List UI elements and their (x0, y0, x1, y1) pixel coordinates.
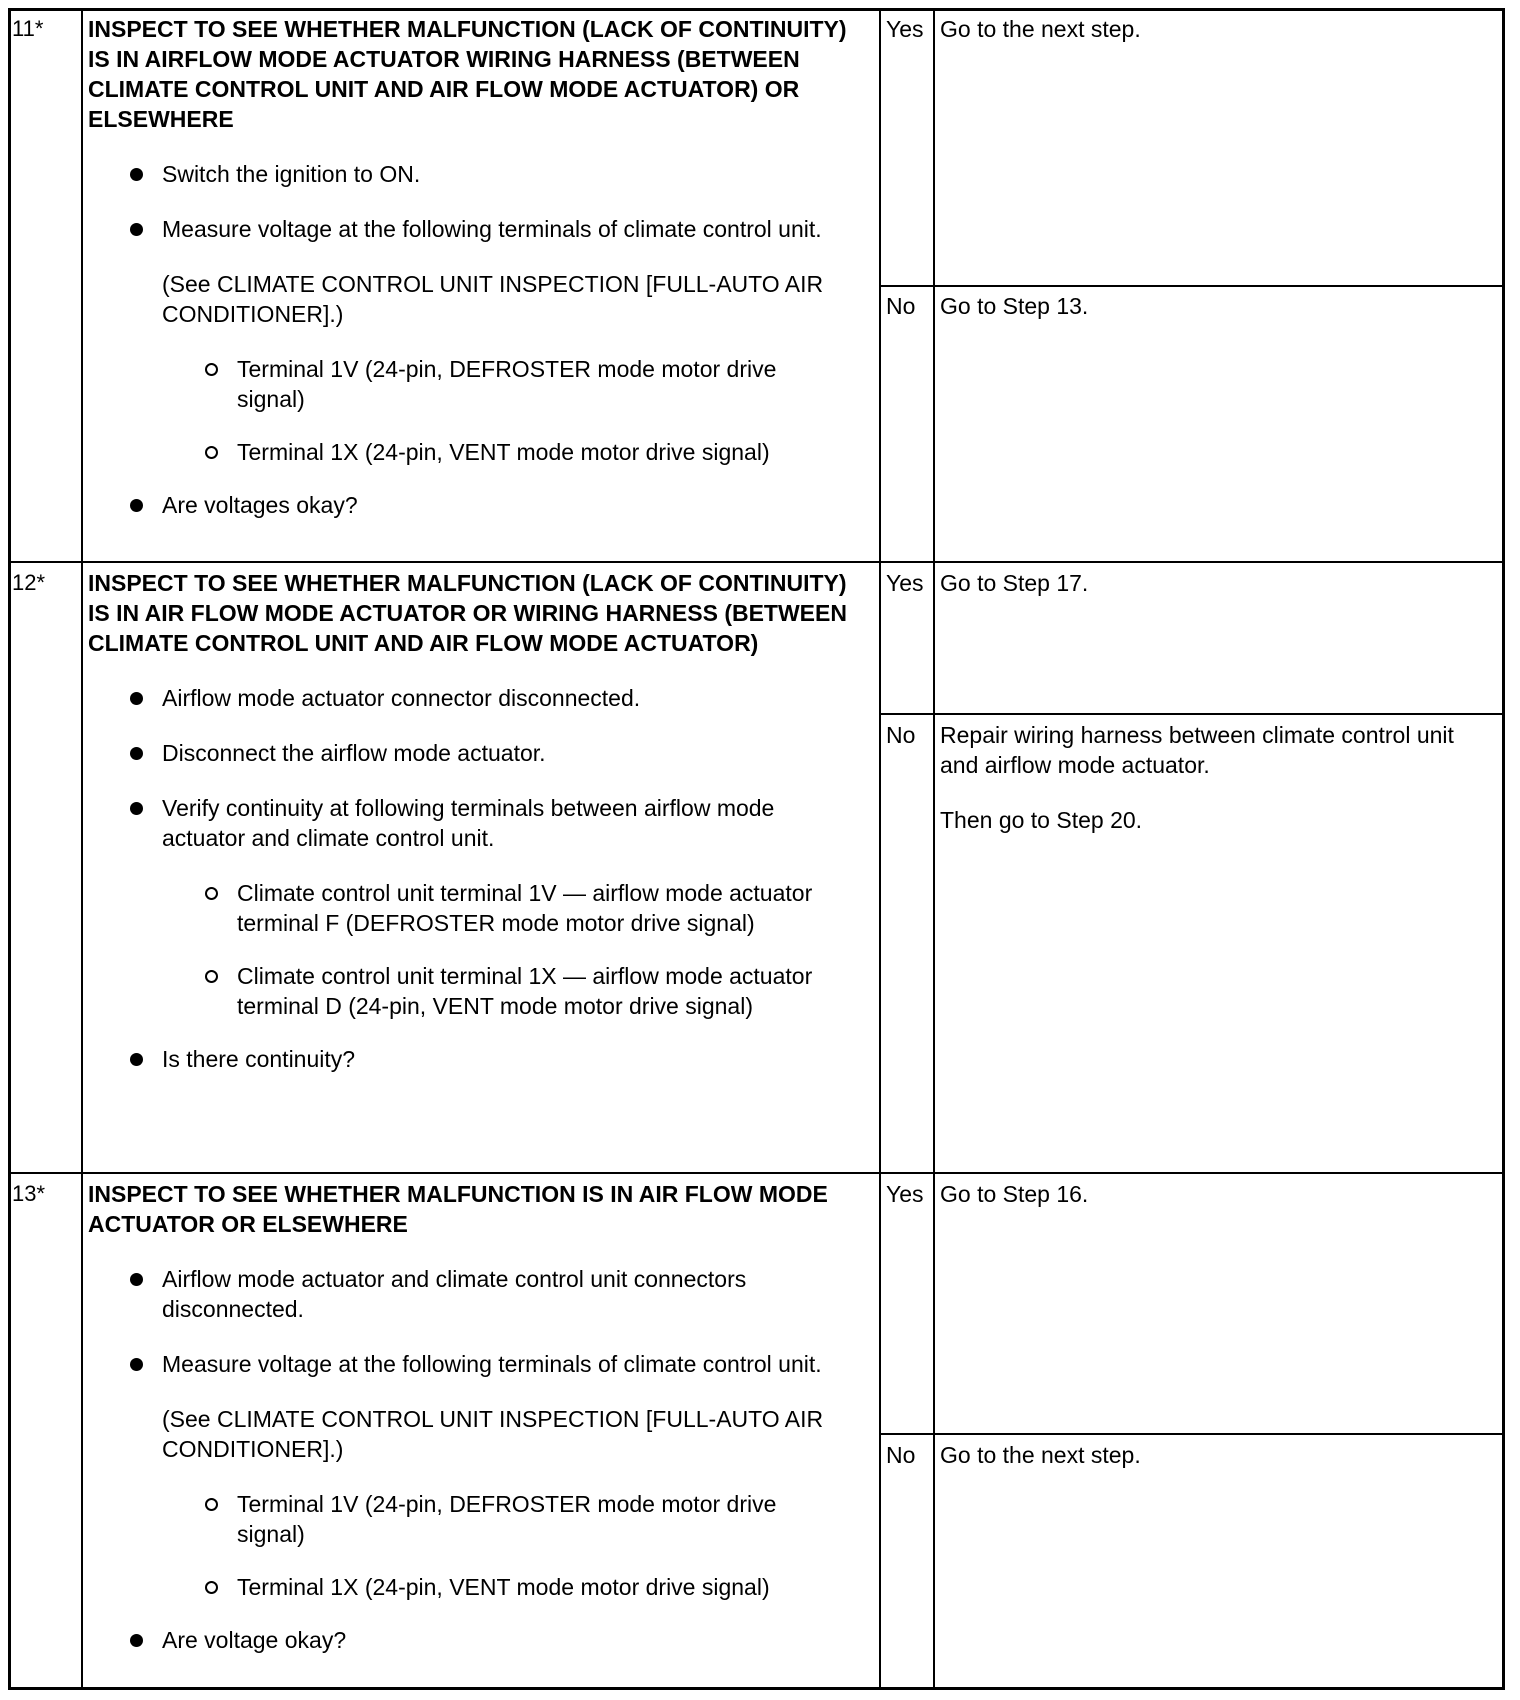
sub-list-item: Climate control unit terminal 1V — airflow mode actuator terminal F (DEFROSTER mode motor drive signal) (237, 878, 868, 938)
list-item: Disconnect the airflow mode actuator. (162, 738, 868, 768)
bullet-icon (130, 747, 143, 760)
circle-bullet-icon (205, 446, 218, 459)
answer-no: No (886, 293, 916, 319)
list-item: Airflow mode actuator and climate control unit connectors disconnected. (162, 1264, 868, 1324)
reference-note: (See CLIMATE CONTROL UNIT INSPECTION [FULL-AUTO AIR CONDITIONER].) (162, 1406, 824, 1462)
circle-bullet-icon (205, 363, 218, 376)
answer-no: No (886, 1442, 916, 1468)
list-item: Switch the ignition to ON. (162, 159, 868, 189)
no-result: Repair wiring harness between climate control unit and airflow mode actuator. Then go to Step 20. (940, 722, 1454, 833)
bullet-icon (130, 1634, 143, 1647)
list-item: Airflow mode actuator connector disconnected. (162, 683, 868, 713)
list-item: Verify continuity at following terminals between airflow mode actuator and climate control unit. (162, 793, 868, 853)
column-divider-step (81, 8, 83, 1690)
step-action (88, 1179, 868, 1655)
bullet-icon (130, 1358, 143, 1371)
answer-no: No (886, 722, 916, 748)
step-number: 12* (12, 570, 46, 595)
no-result: Go to the next step. (940, 1442, 1141, 1468)
column-divider-action (879, 8, 881, 1690)
column-divider-answer (933, 8, 935, 1690)
circle-bullet-icon (205, 887, 218, 900)
bullet-icon (130, 692, 143, 705)
answer-yes: Yes (886, 570, 924, 596)
table-border-bottom (8, 1687, 1505, 1690)
step-heading: INSPECT TO SEE WHETHER MALFUNCTION IS IN AIR FLOW MODE ACTUATOR OR ELSEWHERE (88, 1181, 828, 1237)
step-number: 13* (12, 1181, 46, 1206)
answer-divider-11 (879, 285, 1505, 287)
sub-list-item: Terminal 1X (24-pin, VENT mode motor drive signal) (237, 1572, 868, 1602)
step-number: 11* (12, 16, 44, 41)
yes-result: Go to the next step. (940, 16, 1141, 42)
yes-result: Go to Step 17. (940, 570, 1089, 596)
table-border-right (1502, 8, 1505, 1690)
step-action (88, 568, 868, 1074)
diagnostic-procedure-table (8, 8, 1505, 1690)
table-border-left (8, 8, 11, 1690)
circle-bullet-icon (205, 1581, 218, 1594)
yes-result: Go to Step 16. (940, 1181, 1089, 1207)
bullet-icon (130, 802, 143, 815)
sub-list-item: Terminal 1V (24-pin, DEFROSTER mode motor drive signal) (237, 1489, 868, 1549)
step-heading: INSPECT TO SEE WHETHER MALFUNCTION (LACK OF CONTINUITY) IS IN AIR FLOW MODE ACTUATOR OR WIRING HARNESS (BETWEEN CLIMATE CONTROL UNIT AND AIR FLOW MODE ACTUATOR) (88, 570, 847, 656)
bullet-icon (130, 1053, 143, 1066)
row-divider-11-12 (8, 561, 1505, 563)
question-item: Is there continuity? (162, 1044, 868, 1074)
bullet-icon (130, 168, 143, 181)
bullet-icon (130, 223, 143, 236)
step-action (88, 14, 868, 520)
sub-list-item: Climate control unit terminal 1X — airflow mode actuator terminal D (24-pin, VENT mode motor drive signal) (237, 961, 868, 1021)
bullet-icon (130, 1273, 143, 1286)
list-item: Measure voltage at the following terminals of climate control unit. (162, 1349, 868, 1379)
reference-note: (See CLIMATE CONTROL UNIT INSPECTION [FULL-AUTO AIR CONDITIONER].) (162, 271, 824, 327)
no-result: Go to Step 13. (940, 293, 1089, 319)
answer-yes: Yes (886, 16, 924, 42)
answer-divider-12 (879, 713, 1505, 715)
question-item: Are voltage okay? (162, 1625, 868, 1655)
answer-yes: Yes (886, 1181, 924, 1207)
table-border-top (8, 8, 1505, 11)
sub-list-item: Terminal 1V (24-pin, DEFROSTER mode motor drive signal) (237, 354, 868, 414)
step-heading: INSPECT TO SEE WHETHER MALFUNCTION (LACK OF CONTINUITY) IS IN AIRFLOW MODE ACTUATOR WIRING HARNESS (BETWEEN CLIMATE CONTROL UNIT AND AIR FLOW MODE ACTUATOR) OR ELSEWHERE (88, 16, 847, 132)
circle-bullet-icon (205, 1498, 218, 1511)
bullet-icon (130, 499, 143, 512)
row-divider-12-13 (8, 1172, 1505, 1174)
sub-list-item: Terminal 1X (24-pin, VENT mode motor drive signal) (237, 437, 868, 467)
list-item: Measure voltage at the following terminals of climate control unit. (162, 214, 868, 244)
question-item: Are voltages okay? (162, 490, 868, 520)
circle-bullet-icon (205, 970, 218, 983)
answer-divider-13 (879, 1433, 1505, 1435)
